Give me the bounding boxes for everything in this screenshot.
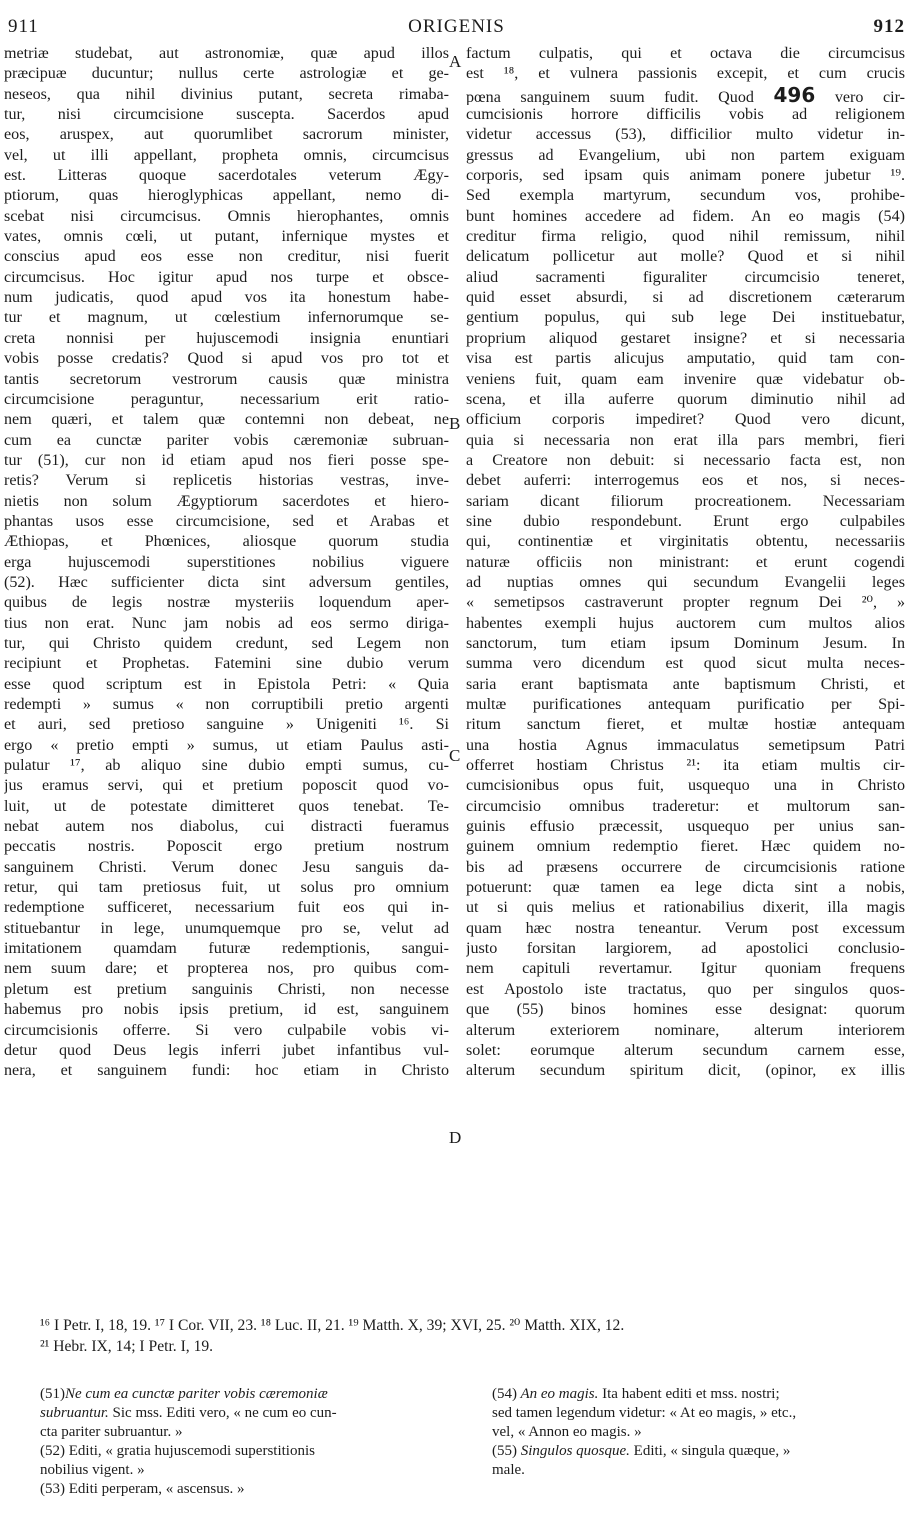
text-line: jus eramus servi, qui et pretium poposcit quod vo- xyxy=(4,777,449,795)
text-line: circumcisus. Hoc igitur apud nos turpe et obsce- xyxy=(4,268,449,286)
text-line: est. Litteras quoque sacerdotales veterum Ægy- xyxy=(4,167,449,185)
text-line: detur quod Deus legis inferri jubet infantibus vul- xyxy=(4,1041,449,1059)
text-line: præcipuæ ducuntur; nullus certe astrologiæ et ge- xyxy=(4,65,449,83)
footnote-rest: cta pariter subruantur. » xyxy=(40,1424,183,1440)
text-line: creta nonnisi per hujuscemodi insignia enuntiari xyxy=(4,329,449,347)
text-line: vel, ut illi appellant, propheta omnis, circumcisus xyxy=(4,146,449,164)
footnote-line xyxy=(492,1404,900,1423)
text-line: nera, et sanguinem fundi: hoc etiam in Christo xyxy=(4,1062,449,1080)
footnote-italic: Singulos quosque. xyxy=(517,1443,630,1459)
margin-letter-d: D xyxy=(449,1128,462,1147)
text-line: vates, omnis cœli, ut putant, infernique mystes et xyxy=(4,228,449,246)
text-line: nem quæri, et talem quæ contemni non debeat, ne xyxy=(4,411,449,429)
left-column xyxy=(4,44,449,1082)
text-line: pulatur ¹⁷, ab aliquo sine dubio empti sumus, cu- xyxy=(4,757,449,775)
text-line: officium corporis impediret? Quod vero dicunt, xyxy=(466,411,905,429)
footnote-rest: vel, « Annon eo magis. » xyxy=(492,1424,642,1440)
footnote-line xyxy=(492,1442,900,1461)
text-line: est Apostolo iste tractatus, quo per singulos quos- xyxy=(466,980,905,998)
text-line: tius non erat. Nunc jam nobis ad eos sermo diriga- xyxy=(4,614,449,632)
text-line: bis ad præsens occurrere de circumcisionis ratione xyxy=(466,858,905,876)
text-line: cumcisionis horrore difficilis vobis ad religionem xyxy=(466,106,905,124)
text-segment: pœna sanguinem suum fudit. Quod xyxy=(466,88,754,106)
footnote-line xyxy=(40,1385,450,1404)
column-number-left: 911 xyxy=(8,16,39,37)
text-line: aliud sacramenti figuraliter circumcisio teneret, xyxy=(466,268,905,286)
footnote-rest: nobilius vigent. » xyxy=(40,1462,145,1478)
text-line: delicatum pollicetur aut molle? Quod et si nihil xyxy=(466,248,905,266)
text-line: cumcisionibus opus fuit, usquequo una in Christo xyxy=(466,777,905,795)
text-line: tur, nisi circumcisione suscepta. Sacerdos apud xyxy=(4,106,449,124)
footnote-num: (55) xyxy=(492,1443,517,1459)
text-line xyxy=(466,85,905,105)
text-line: tur (51), cur non id etiam apud nos fieri posse spe- xyxy=(4,451,449,469)
footnotes-right xyxy=(492,1385,900,1480)
footnote-italic: subruantur. xyxy=(40,1405,109,1421)
text-line: gentium populus, qui sub lege Dei instituebatur, xyxy=(466,309,905,327)
scripture-references xyxy=(40,1315,900,1357)
text-line: guinem omnium redemptio fieret. Hæc quidem no- xyxy=(466,838,905,856)
text-line: ut si quis melius et rationabilius dixerit, illa magis xyxy=(466,899,905,917)
text-line: (52). Hæc sufficienter dicta sint adversum gentiles, xyxy=(4,573,449,591)
text-line: redempti » sumus « non corruptibili pretio argenti xyxy=(4,696,449,713)
margin-letter-c: C xyxy=(449,746,461,765)
text-line: sanguinem Christi. Verum donec Jesu sanguis da- xyxy=(4,858,449,876)
text-line: habentes exempli hujus auctorem cum multos alios xyxy=(466,614,905,632)
text-line: sanctorum, tum etiam ipsum Dominum Jesum. In xyxy=(466,634,905,652)
text-line: veniens fuit, quam eam invenire quæ videbatur ob- xyxy=(466,370,905,388)
text-line: factum culpatis, qui et octava die circumcisus xyxy=(466,45,905,62)
text-line: ¹⁶ I Petr. I, 18, 19. ¹⁷ I Cor. VII, 23. ¹⁸ Luc. II, 21. ¹⁹ Matth. X, 39; XVI, 25. ²⁰ Matth. XIX, 12. xyxy=(40,1317,625,1334)
text-line: que (55) binos homines esse designat: quorum xyxy=(466,1001,905,1019)
text-line: potuerunt: quæ tamen ea lege dicta sint a nobis, xyxy=(466,879,905,897)
text-line: sariam dicant filiorum procreationem. Necessariam xyxy=(466,492,905,510)
footnote-num: (51) xyxy=(40,1386,65,1402)
footnote-rest: Ita habent editi et mss. nostri; xyxy=(598,1386,780,1402)
text-line: guinis effusio præcessit, usquequo per unius san- xyxy=(466,818,905,836)
footnote-line xyxy=(40,1404,450,1423)
page-header xyxy=(0,6,913,40)
text-line: esse quod scriptum est in Epistola Petri: « Quia xyxy=(4,675,449,693)
margin-letter-b: B xyxy=(449,414,461,433)
footnote-line xyxy=(40,1480,450,1499)
text-line: habemus pro nobis ipsis pretium, id est, sanguinem xyxy=(4,1001,449,1019)
text-line: summa vero dicendum est quod sicut multa neces- xyxy=(466,655,905,673)
text-line: qui, continentiæ et virginitatis obtentu, necessariis xyxy=(466,533,905,551)
text-line: num judicatis, quod apud vos ita honestum habe- xyxy=(4,289,449,307)
footnote-rest: sed tamen legendum videtur: « At eo magis, » etc., xyxy=(492,1405,797,1421)
text-line: nem suum dare; et propterea nos, pro quibus com- xyxy=(4,960,449,978)
text-line: eos, aruspex, aut quorumlibet sacrorum minister, xyxy=(4,126,449,144)
text-line: una hostia Agnus immaculatus semetipsum Patri xyxy=(466,736,905,754)
text-line: « semetipsos castraverunt propter regnum Dei ²⁰, » xyxy=(466,594,905,612)
text-line: debet auferri: interrogemus eos et nos, si neces- xyxy=(466,472,905,490)
text-line: alterum exteriorem nominare, alterum interiorem xyxy=(466,1021,905,1039)
text-line: tur, qui Christo quidem credunt, sed Legem non xyxy=(4,634,449,652)
text-line: circumcisione peraguntur, necessarium erit ratio- xyxy=(4,390,449,408)
text-line: quibus de legis nostræ mysteriis loquendum aper- xyxy=(4,594,449,612)
running-title: ORIGENIS xyxy=(408,16,505,37)
text-line: ad nuptias omnes qui secundum Evangelii leges xyxy=(466,573,905,591)
text-line: scena, et illa auferre quorum diminutio nihil ad xyxy=(466,390,905,408)
text-line: conscius apud eos esse non creditur, nisi fuerit xyxy=(4,248,449,266)
footnotes-left xyxy=(40,1385,450,1499)
text-line: bunt homines accedere ad fidem. An eo magis (54) xyxy=(466,207,905,225)
text-line: ergo « pretio empti » sumus, ut etiam Paulus asti- xyxy=(4,736,449,754)
footnote-line xyxy=(40,1461,450,1480)
text-line: retis? Verum si replicetis historias vestras, inve- xyxy=(4,472,449,490)
footnote-rest: Editi perperam, « ascensus. » xyxy=(65,1481,245,1497)
text-line: recipiunt et Prophetas. Fatemini sine dubio verum xyxy=(4,655,449,673)
text-line: imitationem quamdam futuræ redemptionis, sangui- xyxy=(4,940,449,958)
text-line: quid esset absurdi, si ad discretionem cæterarum xyxy=(466,289,905,307)
text-line: ²¹ Hebr. IX, 14; I Petr. I, 19. xyxy=(40,1338,214,1355)
footnote-line xyxy=(492,1423,900,1442)
text-line: vobis posse credatis? Quod si apud vos pro tot et xyxy=(4,350,449,368)
footnote-line xyxy=(492,1461,900,1480)
text-line: nietis non solum Ægyptiorum sacerdotes et hiero- xyxy=(4,492,449,510)
text-line: et auri, sed pretioso sanguine » Unigeniti ¹⁶. Si xyxy=(4,716,449,734)
text-line: a Creatore non debuit: si necessario facta est, non xyxy=(466,451,905,469)
text-line: tur et magnum, ut cœlestium infernorumque se- xyxy=(4,309,449,327)
margin-letter-a: A xyxy=(449,52,462,71)
footnote-rest: Sic mss. Editi vero, « ne cum eo cun- xyxy=(108,1405,337,1421)
text-segment: vero cir- xyxy=(834,88,905,106)
text-line: alterum secundum spiritum dicit, (opinor, ex illis xyxy=(466,1062,905,1080)
text-line: ritum sanctum fieret, et multæ hostiæ antequam xyxy=(466,716,905,734)
text-line: nem capituli revertamur. Igitur quoniam frequens xyxy=(466,960,905,978)
text-line: peccatis nostris. Poposcit ergo pretium nostrum xyxy=(4,838,449,856)
footnote-italic: Ne cum ea cunctæ pariter vobis cæremoniæ xyxy=(65,1386,328,1402)
text-line: proprium aliquod gestaret insigne? et si necessaria xyxy=(466,329,905,347)
right-column xyxy=(466,44,905,1082)
text-line: ptiorum, quas hieroglyphicas appellant, nemo di- xyxy=(4,187,449,205)
column-number-right: 912 xyxy=(873,16,905,37)
text-line: metriæ studebat, aut astronomiæ, quæ apud illos xyxy=(4,45,449,62)
text-line: retur, qui tam pretiosus fuit, ut solus pro omnium xyxy=(4,879,449,897)
footnote-line xyxy=(492,1385,900,1404)
text-line: justo forsitan largiorem, ad apostolici conclusio- xyxy=(466,940,905,958)
text-line: saria erant baptismata ante baptismum Christi, et xyxy=(466,675,905,693)
footnote-num: (53) xyxy=(40,1481,65,1497)
text-line: multæ purificationes antequam purificatio per Spi- xyxy=(466,696,905,713)
footnote-num: (54) xyxy=(492,1386,517,1402)
text-line: stituebantur in lege, unumquemque pro se, velut ad xyxy=(4,919,449,937)
text-line: naturæ officiis non ministrant: et erunt cogendi xyxy=(466,553,905,571)
text-line: sine dubio respondebunt. Erunt ergo culpabiles xyxy=(466,512,905,530)
text-line: quam hæc nostra teneantur. Verum post excessum xyxy=(466,919,905,937)
text-line: Æthiopas, et Phœnices, aliosque quorum studia xyxy=(4,533,449,551)
footnote-line xyxy=(40,1442,450,1461)
text-line: videtur accessus (53), difficilior multo videtur in- xyxy=(466,126,905,144)
text-line: quia si necessaria non erat illa pars membri, fieri xyxy=(466,431,905,449)
text-line: offerret hostiam Christus ²¹: ita etiam multis cir- xyxy=(466,757,905,775)
page-marker: 496 xyxy=(773,84,816,106)
text-line: creditur firma religio, quod nihil remissum, nihil xyxy=(466,228,905,246)
text-line: neseos, qua nihil divinius putant, secreta rimaba- xyxy=(4,85,449,103)
text-line: pletum est pretium sanguinis Christi, non necesse xyxy=(4,980,449,998)
footnote-rest: male. xyxy=(492,1462,525,1478)
text-line: nebat autem nos diabolus, cui distracti fueramus xyxy=(4,818,449,836)
text-line: visa est partis alicujus amputatio, quid tam con- xyxy=(466,350,905,368)
text-line: cum ea cunctæ pariter vobis cæremoniæ subruan- xyxy=(4,431,449,449)
text-line: solet: eorumque alterum secundum carnem esse, xyxy=(466,1041,905,1059)
text-line: Sed exempla martyrum, secundum vos, prohibe- xyxy=(466,187,905,205)
text-line: tantis secretorum vestrorum causis quæ ministra xyxy=(4,370,449,388)
text-line: gressus ad Evangelium, ubi non partem exiguam xyxy=(466,146,905,164)
text-line: scebat nisi circumcisus. Omnis hierophantes, omnis xyxy=(4,207,449,225)
text-line: redemptione sufficeret, necessarium fuit eos qui in- xyxy=(4,899,449,917)
text-line: erga hujuscemodi superstitiones nobilius viguere xyxy=(4,553,449,571)
footnote-italic: An eo magis. xyxy=(517,1386,599,1402)
footnote-rest: Editi, « singula quæque, » xyxy=(629,1443,791,1459)
footnote-rest: Editi, « gratia hujuscemodi superstitionis xyxy=(65,1443,315,1459)
text-line: luit, ut de potestate dimitteret quos tenebat. Te- xyxy=(4,797,449,815)
text-line: est ¹⁸, et vulnera passionis excepit, et cum crucis xyxy=(466,65,905,83)
footnote-line xyxy=(40,1423,450,1442)
text-line: phantas usos esse circumcisione, sed et Arabas et xyxy=(4,512,449,530)
text-line: corporis, sed ipsam quis animam ponere jubetur ¹⁹. xyxy=(466,167,905,185)
text-line: circumcisio omnibus traderetur: et multorum san- xyxy=(466,797,905,815)
footnote-num: (52) xyxy=(40,1443,65,1459)
text-line: circumcisionis offerre. Si vero culpabile vobis vi- xyxy=(4,1021,449,1039)
